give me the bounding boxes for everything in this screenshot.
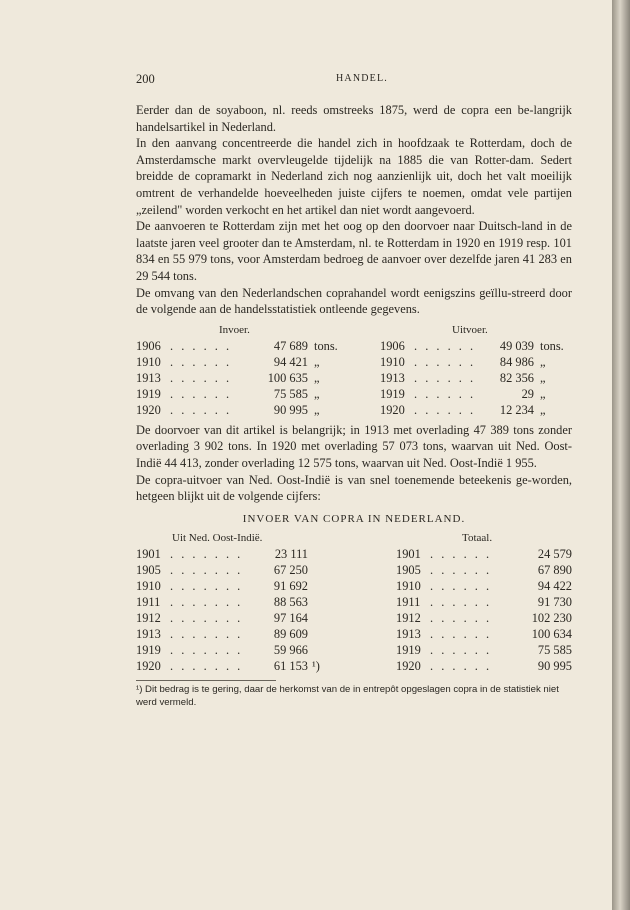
table-row	[380, 370, 572, 386]
table-row	[136, 370, 356, 386]
value-cell: 75 585	[273, 386, 308, 401]
leader-dots: . . . . . .	[414, 338, 476, 353]
table-row	[136, 546, 356, 562]
year-cell: 1920	[380, 402, 405, 417]
table-caption: INVOER VAN COPRA IN NEDERLAND.	[242, 512, 466, 525]
value-cell: 61 153	[273, 658, 308, 673]
leader-dots: . . . . . .	[414, 370, 476, 385]
table-row	[396, 610, 572, 626]
paragraph: In den aanvang concentreerde die handel zich in hoofdzaak te Rotterdam, doch de Amsterdamsche markt overvleugelde tijdelijk na 1885 die van Rotter-dam. Sedert breidde de copramarkt in Nederland zich nog aanzienlijk uit, doch het valt moeilijk omtrent de verhandelde hoeveelheden juiste cijfers te noemen, omdat vele partijen „zeilend" worden verkocht en het artikel dan niet wordt aangevoerd.	[136, 136, 572, 217]
value-cell: 84 986	[499, 354, 534, 369]
unit-cell: „	[540, 386, 546, 401]
table-row	[136, 594, 356, 610]
leader-dots: . . . . . . .	[170, 642, 243, 657]
unit-cell: „	[314, 354, 320, 369]
table-row	[136, 578, 356, 594]
leader-dots: . . . . . . .	[170, 578, 243, 593]
table-row	[396, 562, 572, 578]
table-row	[396, 578, 572, 594]
uitvoer-column	[380, 322, 572, 418]
table-row	[380, 354, 572, 370]
table-row	[136, 402, 356, 418]
leader-dots: . . . . . . .	[170, 546, 243, 561]
value-cell: 88 563	[273, 594, 308, 609]
value-cell: 47 689	[273, 338, 308, 353]
value-cell: 97 164	[273, 610, 308, 625]
table-row	[136, 386, 356, 402]
value-cell: 67 890	[537, 562, 572, 577]
leader-dots: . . . . . .	[414, 354, 476, 369]
running-title: HANDEL.	[336, 73, 389, 84]
table-row	[136, 338, 356, 354]
footnote: ¹) Dit bedrag is te gering, daar de herkomst van de in entrepôt opgeslagen copra in de statistiek niet werd vermeld.	[136, 683, 559, 708]
value-cell: 100 634	[531, 626, 572, 641]
year-cell: 1901	[396, 546, 421, 561]
unit-cell: „	[540, 370, 546, 385]
year-cell: 1913	[136, 370, 161, 385]
unit-cell: „	[540, 354, 546, 369]
value-cell: 100 635	[267, 370, 308, 385]
table-row	[136, 626, 356, 642]
year-cell: 1913	[380, 370, 405, 385]
leader-dots: . . . . . .	[170, 338, 232, 353]
leader-dots: . . . . . .	[170, 370, 232, 385]
paragraph: De doorvoer van dit artikel is belangrijk; in 1913 met overlading 47 389 tons zonder overlading 3 902 tons. In 1920 met overlading 57 073 tons, waarvan uit Ned. Oost-Indië 44 413, zonder overlading 12 575 tons, waarvan uit Ned. Oost-Indië 1 955.	[136, 422, 572, 470]
leader-dots: . . . . . . .	[170, 626, 243, 641]
table-row	[380, 402, 572, 418]
leader-dots: . . . . . . .	[170, 594, 243, 609]
table-row	[136, 354, 356, 370]
table-row	[396, 626, 572, 642]
leader-dots: . . . . . . .	[170, 610, 243, 625]
paragraph: De copra-uitvoer van Ned. Oost-Indië is van snel toenemende beteekenis ge-worden, hetgeen blijkt uit de volgende cijfers:	[136, 472, 572, 504]
page-header	[136, 72, 572, 88]
leader-dots: . . . . . .	[414, 386, 476, 401]
value-cell: 94 421	[273, 354, 308, 369]
leader-dots: . . . . . . .	[170, 658, 243, 673]
year-cell: 1906	[136, 338, 161, 353]
value-cell: 91 692	[273, 578, 308, 593]
paragraph: Eerder dan de soyaboon, nl. reeds omstreeks 1875, werd de copra een be-langrijk handelsartikel in Nederland.	[136, 103, 572, 134]
value-cell: 12 234	[499, 402, 534, 417]
page-number: 200	[136, 72, 155, 86]
value-cell: 82 356	[499, 370, 534, 385]
year-cell: 1919	[136, 642, 161, 657]
year-cell: 1905	[136, 562, 161, 577]
year-cell: 1901	[136, 546, 161, 561]
year-cell: 1920	[136, 402, 161, 417]
value-cell: 90 995	[273, 402, 308, 417]
year-cell: 1910	[396, 578, 421, 593]
import-table	[136, 530, 572, 676]
value-cell: 75 585	[537, 642, 572, 657]
leader-dots: . . . . . .	[430, 578, 492, 593]
totaal-header: Totaal.	[462, 531, 493, 544]
trade-table	[136, 322, 572, 420]
table-row	[380, 386, 572, 402]
leader-dots: . . . . . .	[430, 562, 492, 577]
page-body	[136, 102, 572, 709]
leader-dots: . . . . . .	[430, 546, 492, 561]
year-cell: 1913	[396, 626, 421, 641]
year-cell: 1920	[136, 658, 161, 673]
oost-indie-header: Uit Ned. Oost-Indië.	[172, 531, 263, 544]
year-cell: 1919	[380, 386, 405, 401]
value-cell: 29	[521, 386, 534, 401]
year-cell: 1919	[136, 386, 161, 401]
table-row	[396, 546, 572, 562]
table-row	[136, 562, 356, 578]
year-cell: 1906	[380, 338, 405, 353]
value-cell: 24 579	[537, 546, 572, 561]
leader-dots: . . . . . .	[170, 402, 232, 417]
year-cell: 1920	[396, 658, 421, 673]
year-cell: 1911	[136, 594, 161, 609]
leader-dots: . . . . . .	[170, 354, 232, 369]
table-row	[136, 642, 356, 658]
value-cell: 89 609	[273, 626, 308, 641]
leader-dots: . . . . . .	[170, 386, 232, 401]
unit-cell: „	[314, 370, 320, 385]
paragraph: De aanvoeren te Rotterdam zijn met het oog op den doorvoer naar Duitsch-land in de laatste jaren veel grooter dan te Amsterdam, nl. te Rotterdam in 1920 en 1919 resp. 101 834 en 55 979 tons, voor Amsterdam bedroeg de aanvoer over dezelfde jaren 41 283 en 29 544 tons.	[136, 219, 572, 283]
paragraph: De omvang van den Nederlandschen coprahandel wordt eenigszins geïllu-streerd door de volgende aan de handelsstatistiek ontleende gegevens.	[136, 285, 572, 317]
footnote-marker: ¹)	[312, 658, 320, 673]
unit-cell: „	[314, 402, 320, 417]
totaal-column	[396, 530, 572, 674]
table-row	[136, 610, 356, 626]
value-cell: 94 422	[537, 578, 572, 593]
year-cell: 1913	[136, 626, 161, 641]
value-cell: 91 730	[537, 594, 572, 609]
table-row	[396, 594, 572, 610]
table-row	[380, 338, 572, 354]
year-cell: 1912	[396, 610, 421, 625]
leader-dots: . . . . . .	[430, 610, 492, 625]
page-edge	[612, 0, 630, 910]
unit-cell: tons.	[314, 338, 338, 353]
value-cell: 59 966	[273, 642, 308, 657]
leader-dots: . . . . . .	[430, 626, 492, 641]
footnote-rule	[136, 680, 276, 681]
value-cell: 23 111	[274, 546, 308, 561]
value-cell: 90 995	[537, 658, 572, 673]
value-cell: 102 230	[531, 610, 572, 625]
year-cell: 1910	[380, 354, 405, 369]
invoer-column	[136, 322, 356, 418]
value-cell: 49 039	[499, 338, 534, 353]
table-row	[396, 642, 572, 658]
oost-indie-column	[136, 530, 356, 674]
year-cell: 1911	[396, 594, 421, 609]
leader-dots: . . . . . .	[430, 594, 492, 609]
unit-cell: „	[314, 386, 320, 401]
year-cell: 1905	[396, 562, 421, 577]
invoer-header: Invoer.	[219, 323, 250, 336]
year-cell: 1912	[136, 610, 161, 625]
table-row	[136, 658, 356, 674]
unit-cell: tons.	[540, 338, 564, 353]
uitvoer-header: Uitvoer.	[452, 323, 488, 336]
year-cell: 1910	[136, 354, 161, 369]
year-cell: 1919	[396, 642, 421, 657]
value-cell: 67 250	[273, 562, 308, 577]
year-cell: 1910	[136, 578, 161, 593]
unit-cell: „	[540, 402, 546, 417]
leader-dots: . . . . . .	[430, 642, 492, 657]
leader-dots: . . . . . . .	[170, 562, 243, 577]
table-row	[396, 658, 572, 674]
leader-dots: . . . . . .	[414, 402, 476, 417]
leader-dots: . . . . . .	[430, 658, 492, 673]
